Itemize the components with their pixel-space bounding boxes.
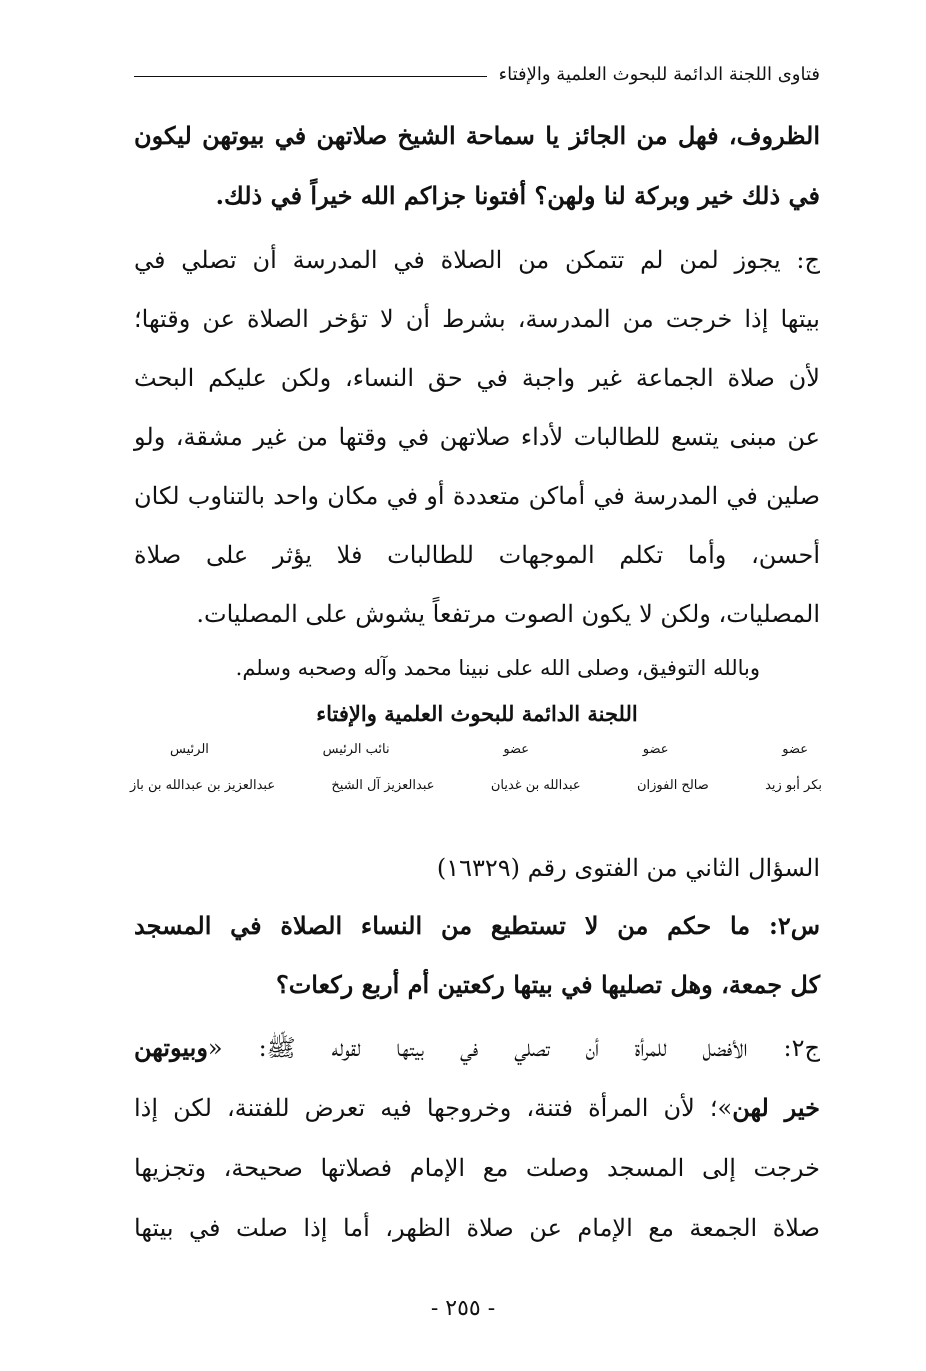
signatory-name: عبدالله بن غديان xyxy=(490,778,581,793)
answer-1-line-2: بيتها إذا خرجت من المدرسة، بشرط أن لا تؤخر الصلاة عن وقتها؛ xyxy=(134,305,820,333)
committee-name: اللجنة الدائمة للبحوث العلمية والإفتاء xyxy=(316,701,638,726)
answer-1-line-1: ج: يجوز لمن لم تتمكن من الصلاة في المدرسة أن تصلي في xyxy=(134,246,820,274)
running-header xyxy=(134,58,820,90)
signatory-names-row xyxy=(130,778,822,793)
signatory-name: صالح الفوزان xyxy=(637,778,709,793)
signatory-role: نائب الرئيس xyxy=(322,742,390,757)
signatory-role: عضو xyxy=(642,742,669,757)
signatory-roles-row xyxy=(130,742,822,757)
answer-1-line-5: صلين في المدرسة في أماكن متعددة أو في مكان واحد بالتناوب لكان xyxy=(134,482,820,510)
signatory-role: عضو xyxy=(503,742,530,757)
header-title: فتاوى اللجنة الدائمة للبحوث العلمية والإفتاء xyxy=(498,63,820,85)
answer-1-line-6: أحسن، وأما تكلم الموجهات للطالبات فلا يؤثر على صلاة xyxy=(134,541,820,569)
hadith-quote-end: خير لهن xyxy=(732,1093,820,1122)
signatory-role: عضو xyxy=(782,742,808,757)
answer-1-line-3: لأن صلاة الجماعة غير واجبة في حق النساء، ولكن عليكم البحث xyxy=(134,364,820,392)
signatory-name: بكر أبو زيد xyxy=(765,778,822,793)
fatwa-heading: السؤال الثاني من الفتوى رقم (١٦٣٢٩) xyxy=(436,854,820,882)
answer-2-line-1 xyxy=(134,1033,820,1062)
question-1-line-2: في ذلك خير وبركة لنا ولهن؟ أفتونا جزاكم الله خيراً في ذلك. xyxy=(215,181,820,210)
signatory-name: عبدالعزيز آل الشيخ xyxy=(331,778,435,793)
signatory-role: الرئيس xyxy=(170,742,209,757)
answer-1-line-4: عن مبنى يتسع للطالبات لأداء صلاتهن في وقتها من غير مشقة، ولو xyxy=(134,423,820,451)
answer-2-line-3: خرجت إلى المسجد وصلت مع الإمام فصلاتها صحيحة، وتجزيها xyxy=(134,1154,820,1182)
closing-line: وبالله التوفيق، وصلى الله على نبينا محمد وآله وصحبه وسلم. xyxy=(235,656,760,680)
header-rule xyxy=(134,76,487,77)
page-number: - ٢٥٥ - xyxy=(430,1296,496,1321)
signatory-name: عبدالعزيز بن عبدالله بن باز xyxy=(130,778,276,793)
hadith-quote-start: وبيوتهن xyxy=(134,1033,208,1062)
answer-1-line-7: المصليات، ولكن لا يكون الصوت مرتفعاً يشوش على المصليات. xyxy=(196,600,820,628)
answer-2-line-2 xyxy=(134,1093,820,1122)
question-2-line-2: كل جمعة، وهل تصليها في بيتها ركعتين أم أربع ركعات؟ xyxy=(275,970,820,999)
answer-2-prefix: ج٢: الأفضل للمرأة أن تصلي في بيتها لقوله ﷺ: « xyxy=(207,1034,820,1062)
question-2-line-1: س٢: ما حكم من لا تستطيع من النساء الصلاة في المسجد xyxy=(134,911,820,940)
question-1-line-1: الظروف، فهل من الجائز يا سماحة الشيخ صلاتهن في بيوتهن ليكون xyxy=(134,121,820,150)
answer-2-line-4: صلاة الجمعة مع الإمام عن صلاة الظهر، أما إذا صلت في بيتها xyxy=(134,1214,820,1242)
answer-2-line-2-text: »؛ لأن المرأة فتنة، وخروجها فيه تعرض للفتنة، لكن إذا xyxy=(134,1094,733,1122)
